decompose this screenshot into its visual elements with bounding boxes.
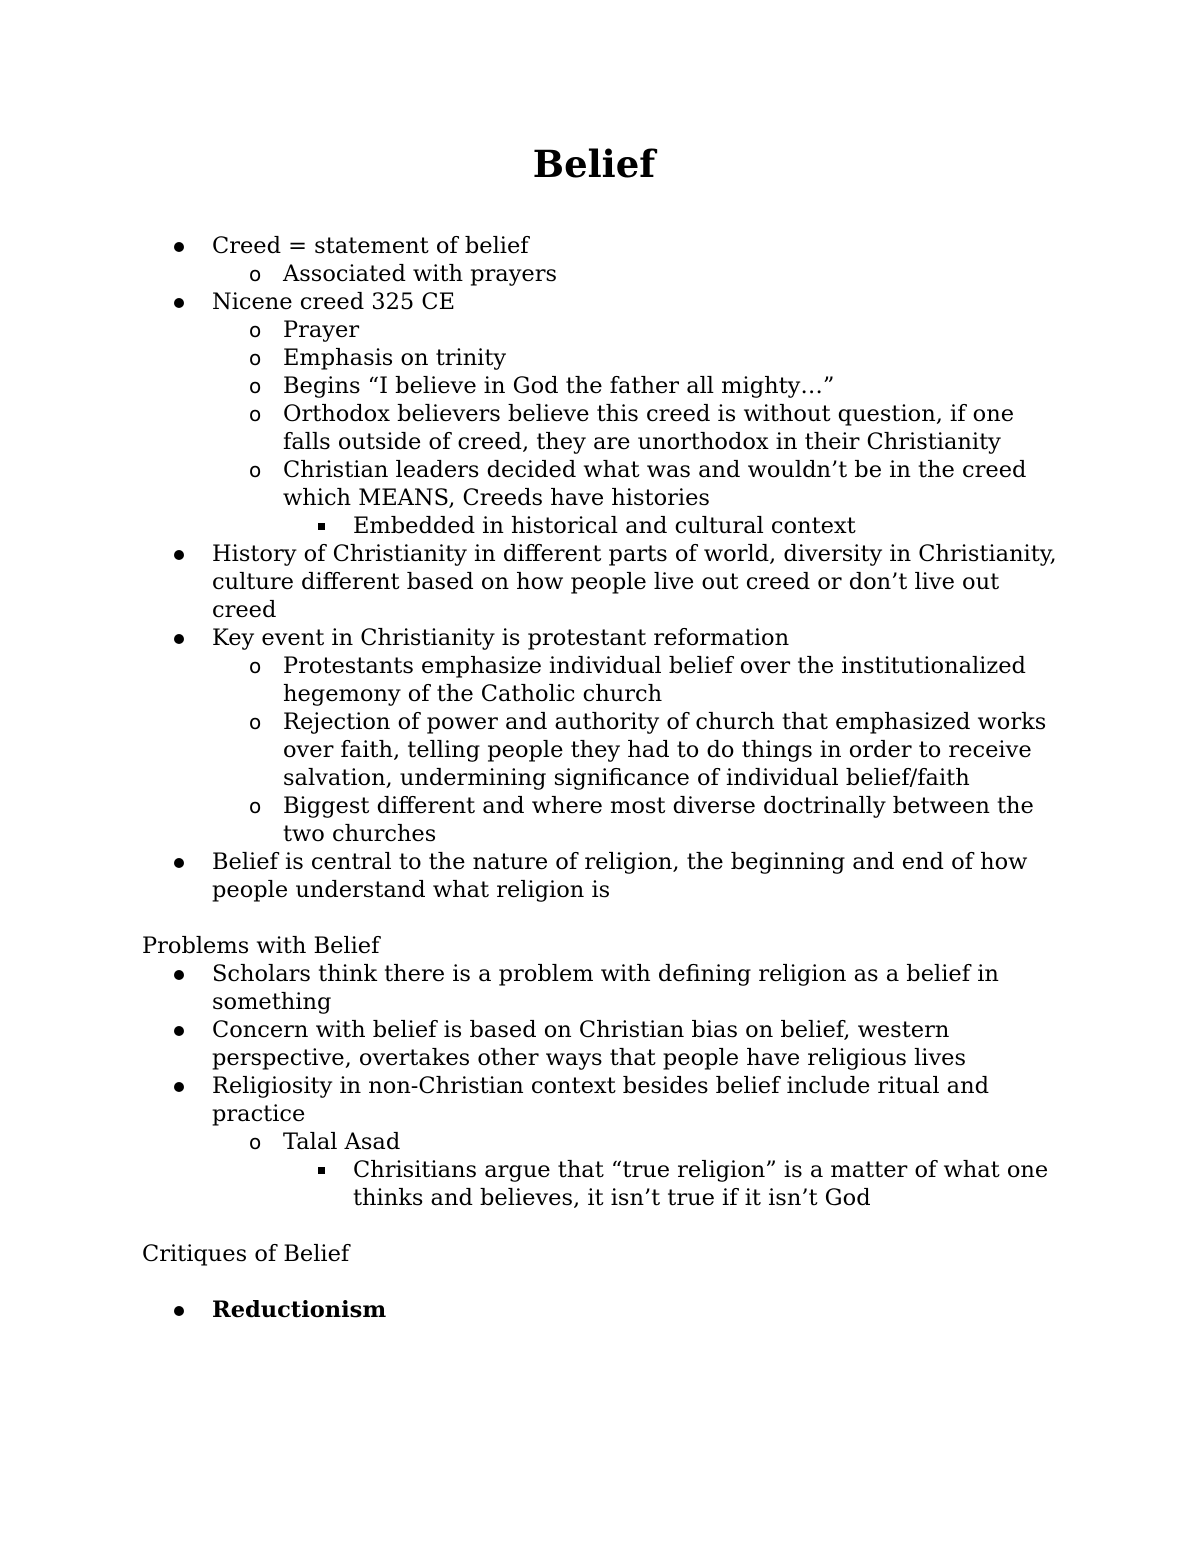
list-item-text: History of Christianity in different parts of world, diversity in Christianity, culture different based on how people live out creed or don’t live out creed <box>212 541 1057 623</box>
list-item-text: Rejection of power and authority of church that emphasized works over faith, telling people they had to do things in order to receive salvation, undermining significance of individual belief/faith <box>283 709 1047 791</box>
list-item <box>142 652 1062 708</box>
list-item <box>142 288 1062 316</box>
list-item-text: Emphasis on trinity <box>283 345 507 371</box>
list-item-text: Associated with prayers <box>283 261 558 287</box>
list-item-text: Biggest different and where most diverse doctrinally between the two churches <box>283 793 1034 847</box>
list-item-text: Protestants emphasize individual belief over the institutionalized hegemony of the Catholic church <box>283 653 1026 707</box>
list-item <box>142 848 1062 904</box>
bullet-disc-icon <box>174 634 184 644</box>
list-item <box>142 1128 1062 1156</box>
bullet-circle-icon: o <box>249 318 262 342</box>
list-item-text: Belief is central to the nature of religion, the beginning and end of how people understand what religion is <box>212 849 1028 903</box>
bullet-square-icon <box>318 1167 325 1174</box>
list-item-text: Key event in Christianity is protestant reformation <box>212 625 790 651</box>
list-item <box>142 540 1062 624</box>
bullet-square-icon <box>318 523 325 530</box>
list-item-text: Concern with belief is based on Christian bias on belief, western perspective, overtakes other ways that people have religious lives <box>212 1017 967 1071</box>
bullet-disc-icon <box>174 1306 184 1316</box>
list-item-text: Scholars think there is a problem with defining religion as a belief in something <box>212 961 999 1015</box>
bullet-circle-icon: o <box>249 262 262 286</box>
list-item <box>142 232 1062 260</box>
list-item-text: Christian leaders decided what was and wouldn’t be in the creed which MEANS, Creeds have histories <box>283 457 1027 511</box>
bullet-disc-icon <box>174 1082 184 1092</box>
bullet-disc-icon <box>174 242 184 252</box>
bullet-circle-icon: o <box>249 374 262 398</box>
bullet-circle-icon: o <box>249 1130 262 1154</box>
list-item <box>142 372 1062 400</box>
list-item <box>142 1156 1062 1212</box>
list-item <box>142 624 1062 652</box>
list-item <box>142 456 1062 512</box>
list-item-text: Prayer <box>283 317 360 343</box>
spacer <box>142 1268 1062 1296</box>
section-heading: Critiques of Belief <box>142 1241 350 1267</box>
bullet-disc-icon <box>174 298 184 308</box>
list-item-text: Reductionism <box>212 1297 387 1323</box>
spacer <box>142 904 1062 932</box>
list-item-text: Talal Asad <box>283 1129 401 1155</box>
document-body <box>142 232 1062 1324</box>
bullet-circle-icon: o <box>249 458 262 482</box>
list-item <box>142 400 1062 456</box>
list-item <box>142 960 1062 1016</box>
list-item <box>142 1016 1062 1072</box>
list-item <box>142 708 1062 792</box>
bullet-circle-icon: o <box>249 346 262 370</box>
spacer <box>142 1212 1062 1240</box>
list-item <box>142 344 1062 372</box>
list-item-text: Chrisitians argue that “true religion” is a matter of what one thinks and believes, it isn’t true if it isn’t God <box>353 1157 1049 1211</box>
bullet-circle-icon: o <box>249 402 262 426</box>
list-item <box>142 1072 1062 1128</box>
bullet-circle-icon: o <box>249 794 262 818</box>
bullet-circle-icon: o <box>249 654 262 678</box>
bullet-disc-icon <box>174 858 184 868</box>
list-item-text: Begins “I believe in God the father all mighty…” <box>283 373 835 399</box>
list-item <box>142 792 1062 848</box>
list-item-text: Nicene creed 325 CE <box>212 289 456 315</box>
list-item <box>142 512 1062 540</box>
list-item-text: Religiosity in non-Christian context besides belief include ritual and practice <box>212 1073 989 1127</box>
list-item-text: Creed = statement of belief <box>212 233 529 259</box>
list-item-text: Orthodox believers believe this creed is without question, if one falls outside of creed, they are unorthodox in their Christianity <box>283 401 1015 455</box>
list-item <box>142 260 1062 288</box>
section-heading: Problems with Belief <box>142 933 380 959</box>
bullet-disc-icon <box>174 1026 184 1036</box>
list-item <box>142 316 1062 344</box>
bullet-disc-icon <box>174 550 184 560</box>
list-item-text: Embedded in historical and cultural context <box>353 513 856 539</box>
bullet-circle-icon: o <box>249 710 262 734</box>
document-title: Belief <box>532 142 656 186</box>
bullet-disc-icon <box>174 970 184 980</box>
list-item <box>142 1296 1062 1324</box>
